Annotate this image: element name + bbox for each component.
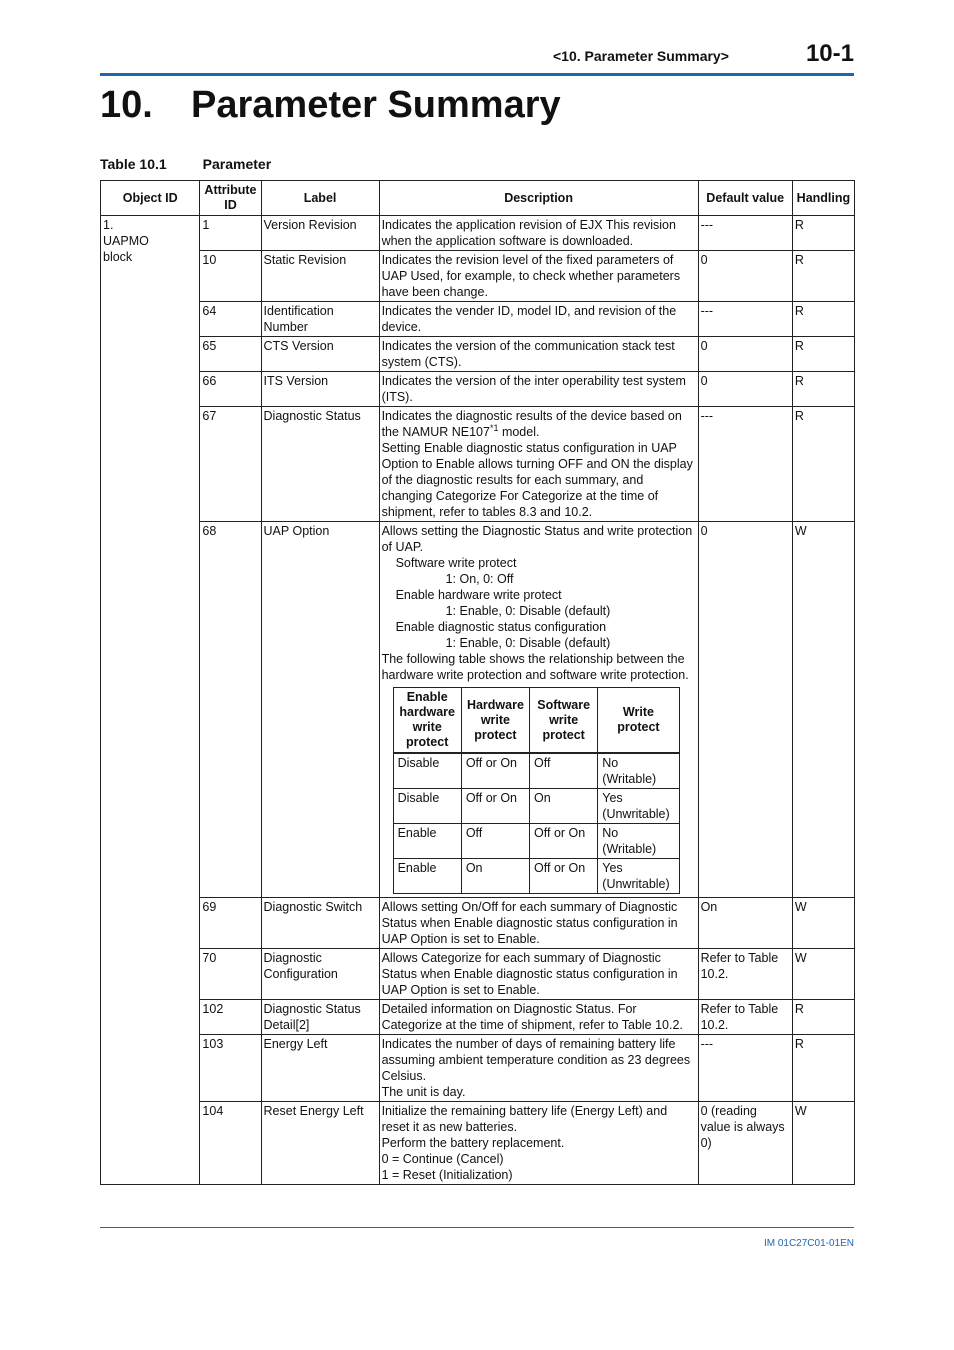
write-protect-cell: Yes (Unwritable) bbox=[598, 859, 679, 894]
description-line: Allows Categorize for each summary of Diagnostic Status when Enable diagnostic status configuration in UAP Option is set to Enable. bbox=[381, 951, 678, 997]
write-protect-header: Write protect bbox=[598, 688, 679, 754]
label-cell: Static Revision bbox=[261, 251, 379, 302]
write-protect-cell: Enable bbox=[393, 824, 461, 859]
description-line: Allows setting the Diagnostic Status and write protection of UAP. bbox=[381, 524, 693, 554]
write-protect-cell: Off or On bbox=[530, 859, 598, 894]
label-cell: Identification Number bbox=[261, 302, 379, 337]
description-cell bbox=[379, 337, 698, 372]
table-row bbox=[101, 302, 855, 337]
object-id-cell bbox=[101, 216, 200, 1185]
label-cell: ITS Version bbox=[261, 372, 379, 407]
default-value-cell: --- bbox=[698, 216, 792, 251]
write-protect-cell: Off or On bbox=[461, 753, 529, 789]
chapter-title bbox=[100, 84, 561, 127]
description-cell bbox=[379, 216, 698, 251]
description-line: Indicates the vender ID, model ID, and revision of the device. bbox=[381, 304, 677, 334]
description-line: The unit is day. bbox=[381, 1085, 466, 1099]
table-caption-name: Parameter bbox=[202, 156, 272, 172]
header-handling: Handling bbox=[792, 181, 854, 216]
default-value-cell: 0 bbox=[698, 337, 792, 372]
handling-cell: R bbox=[792, 1000, 854, 1035]
label-cell: Reset Energy Left bbox=[261, 1102, 379, 1185]
table-row bbox=[101, 372, 855, 407]
description-line: Initialize the remaining battery life (Energy Left) and reset it as new batteries. bbox=[381, 1104, 668, 1134]
running-header-section: <10. Parameter Summary> bbox=[553, 48, 729, 64]
write-protect-cell: On bbox=[530, 789, 598, 824]
write-protect-header: Hardware write protect bbox=[461, 688, 529, 754]
description-cell bbox=[379, 522, 698, 898]
footer-rule bbox=[100, 1227, 854, 1228]
attribute-id-cell: 104 bbox=[200, 1102, 261, 1185]
handling-cell: W bbox=[792, 949, 854, 1000]
write-protect-cell: Off bbox=[461, 824, 529, 859]
object-id-line: block bbox=[103, 250, 133, 264]
option-item-value: 1: On, 0: Off bbox=[445, 572, 514, 586]
option-item-name: Software write protect bbox=[395, 556, 517, 570]
write-protect-cell: No (Writable) bbox=[598, 753, 679, 789]
header-default-value: Default value bbox=[698, 181, 792, 216]
description-cell bbox=[379, 898, 698, 949]
description-line: Indicates the application revision of EJX This revision when the application software is downloaded. bbox=[381, 218, 676, 248]
default-value-cell: --- bbox=[698, 302, 792, 337]
label-cell: Diagnostic Configuration bbox=[261, 949, 379, 1000]
table-row bbox=[101, 1000, 855, 1035]
table-caption bbox=[100, 156, 271, 172]
chapter-name: Parameter Summary bbox=[191, 84, 561, 126]
table-row bbox=[101, 898, 855, 949]
chapter-number: 10. bbox=[100, 84, 153, 126]
description-line: 0 = Continue (Cancel) bbox=[381, 1152, 504, 1166]
write-protect-header: Software write protect bbox=[530, 688, 598, 754]
header-label: Label bbox=[261, 181, 379, 216]
description-line: Setting Enable diagnostic status configuration in UAP Option to Enable allows turning OFF and ON the display of the diagnostic results for each summary, and changing Categorize For Categorize at the time of shipment, refer to tables 8.3 and 10.2. bbox=[381, 441, 693, 519]
header-object-id: Object ID bbox=[101, 181, 200, 216]
attribute-id-cell: 67 bbox=[200, 407, 261, 522]
object-id-line: 1. bbox=[103, 218, 114, 232]
table-caption-id: Table 10.1 bbox=[100, 156, 167, 172]
default-value-cell: 0 bbox=[698, 372, 792, 407]
label-cell: Energy Left bbox=[261, 1035, 379, 1102]
description-line: Indicates the version of the communication stack test system (CTS). bbox=[381, 339, 675, 369]
write-protect-header-row bbox=[393, 688, 679, 754]
description-line: 1 = Reset (Initialization) bbox=[381, 1168, 513, 1182]
table-row bbox=[101, 1035, 855, 1102]
description-text: model. bbox=[498, 425, 540, 439]
write-protect-cell: Off or On bbox=[530, 824, 598, 859]
attribute-id-cell: 68 bbox=[200, 522, 261, 898]
handling-cell: R bbox=[792, 337, 854, 372]
option-note: The following table shows the relationship between the hardware write protection and software write protection. bbox=[381, 652, 689, 682]
description-line: Allows setting On/Off for each summary of Diagnostic Status when Enable diagnostic status configuration in UAP Option is set to Enable. bbox=[381, 900, 678, 946]
table-row bbox=[101, 1102, 855, 1185]
write-protect-cell: On bbox=[461, 859, 529, 894]
attribute-id-cell: 66 bbox=[200, 372, 261, 407]
table-header-row bbox=[101, 181, 855, 216]
object-id-line: UAPMO bbox=[103, 234, 149, 248]
default-value-cell: 0 bbox=[698, 522, 792, 898]
attribute-id-cell: 69 bbox=[200, 898, 261, 949]
write-protect-cell: No (Writable) bbox=[598, 824, 679, 859]
handling-cell: R bbox=[792, 407, 854, 522]
default-value-cell: On bbox=[698, 898, 792, 949]
description-cell bbox=[379, 302, 698, 337]
handling-cell: W bbox=[792, 1102, 854, 1185]
default-value-cell: 0 bbox=[698, 251, 792, 302]
handling-cell: R bbox=[792, 216, 854, 251]
default-value-cell: Refer to Table 10.2. bbox=[698, 949, 792, 1000]
description-line: Indicates the version of the inter operability test system (ITS). bbox=[381, 374, 686, 404]
table-row bbox=[101, 337, 855, 372]
description-line: Indicates the revision level of the fixed parameters of UAP Used, for example, to check whether parameters have been change. bbox=[381, 253, 681, 299]
default-value-cell: Refer to Table 10.2. bbox=[698, 1000, 792, 1035]
footnote-ref: *1 bbox=[489, 422, 499, 433]
handling-cell: W bbox=[792, 898, 854, 949]
write-protect-row bbox=[393, 824, 679, 859]
attribute-id-cell: 1 bbox=[200, 216, 261, 251]
handling-cell: R bbox=[792, 1035, 854, 1102]
description-line: Perform the battery replacement. bbox=[381, 1136, 565, 1150]
default-value-cell: --- bbox=[698, 407, 792, 522]
default-value-cell: 0 (reading value is always 0) bbox=[698, 1102, 792, 1185]
document-id: IM 01C27C01-01EN bbox=[763, 1238, 854, 1249]
write-protect-cell: Off or On bbox=[461, 789, 529, 824]
header-rule bbox=[100, 73, 854, 76]
option-item-name: Enable diagnostic status configuration bbox=[395, 620, 607, 634]
handling-cell: R bbox=[792, 302, 854, 337]
table-row bbox=[101, 949, 855, 1000]
handling-cell: R bbox=[792, 372, 854, 407]
table-row bbox=[101, 216, 855, 251]
write-protect-cell: Off bbox=[530, 753, 598, 789]
label-cell: Diagnostic Switch bbox=[261, 898, 379, 949]
description-line: Indicates the number of days of remaining battery life assuming ambient temperature condition as 23 degrees Celsius. bbox=[381, 1037, 691, 1083]
handling-cell: R bbox=[792, 251, 854, 302]
write-protect-cell: Yes (Unwritable) bbox=[598, 789, 679, 824]
header-attribute-id: Attribute ID bbox=[200, 181, 261, 216]
label-cell: CTS Version bbox=[261, 337, 379, 372]
label-cell: Diagnostic Status Detail[2] bbox=[261, 1000, 379, 1035]
page-number: 10-1 bbox=[805, 40, 854, 67]
description-cell bbox=[379, 1000, 698, 1035]
label-cell: Version Revision bbox=[261, 216, 379, 251]
write-protect-row bbox=[393, 753, 679, 789]
write-protect-header: Enable hardware write protect bbox=[393, 688, 461, 754]
default-value-cell: --- bbox=[698, 1035, 792, 1102]
description-cell bbox=[379, 1035, 698, 1102]
label-cell: Diagnostic Status bbox=[261, 407, 379, 522]
description-cell bbox=[379, 1102, 698, 1185]
write-protect-cell: Enable bbox=[393, 859, 461, 894]
description-line bbox=[382, 408, 696, 440]
handling-cell: W bbox=[792, 522, 854, 898]
write-protect-row bbox=[393, 859, 679, 894]
parameter-table bbox=[100, 180, 855, 1185]
attribute-id-cell: 70 bbox=[200, 949, 261, 1000]
write-protect-row bbox=[393, 789, 679, 824]
option-item-value: 1: Enable, 0: Disable (default) bbox=[445, 636, 611, 650]
attribute-id-cell: 102 bbox=[200, 1000, 261, 1035]
header-description: Description bbox=[379, 181, 698, 216]
option-item-value: 1: Enable, 0: Disable (default) bbox=[445, 604, 611, 618]
table-row bbox=[101, 407, 855, 522]
description-cell bbox=[379, 949, 698, 1000]
label-cell: UAP Option bbox=[261, 522, 379, 898]
table-row bbox=[101, 251, 855, 302]
attribute-id-cell: 10 bbox=[200, 251, 261, 302]
description-cell bbox=[379, 372, 698, 407]
write-protect-cell: Disable bbox=[393, 753, 461, 789]
description-cell bbox=[379, 251, 698, 302]
description-text: Indicates the diagnostic results of the device based on the NAMUR NE107 bbox=[381, 409, 682, 439]
write-protect-table bbox=[393, 687, 680, 894]
description-cell bbox=[379, 407, 698, 522]
attribute-id-cell: 65 bbox=[200, 337, 261, 372]
table-row bbox=[101, 522, 855, 898]
attribute-id-cell: 64 bbox=[200, 302, 261, 337]
write-protect-cell: Disable bbox=[393, 789, 461, 824]
option-item-name: Enable hardware write protect bbox=[395, 588, 562, 602]
attribute-id-cell: 103 bbox=[200, 1035, 261, 1102]
description-line: Detailed information on Diagnostic Status. For Categorize at the time of shipment, refer to Table 10.2. bbox=[381, 1002, 683, 1032]
